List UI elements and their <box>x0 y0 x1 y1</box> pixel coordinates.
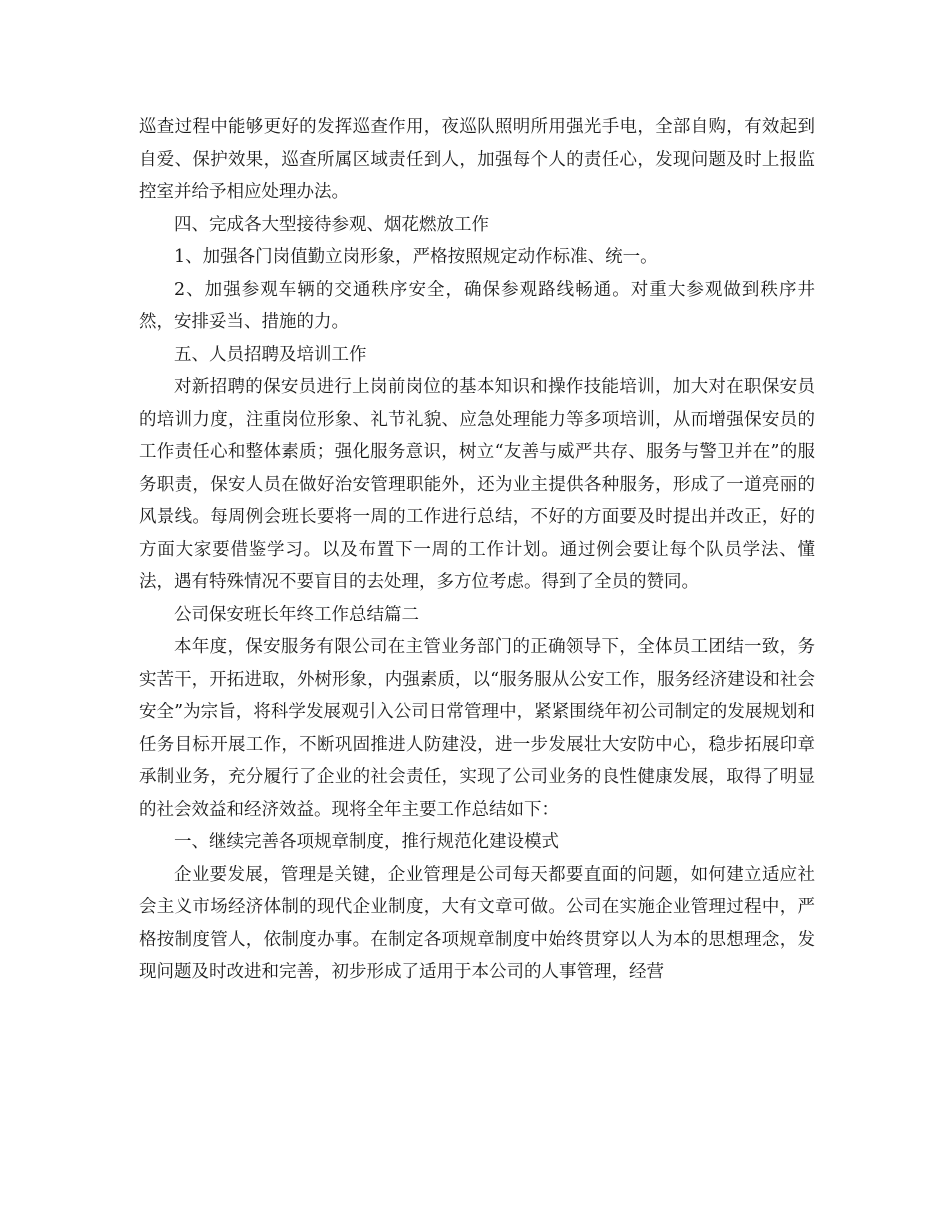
paragraph-item-1: 1、加强各门岗值勤立岗形象，严格按照规定动作标准、统一。 <box>174 247 658 267</box>
paragraph-training: 对新招聘的保安员进行上岗前岗位的基本知识和操作技能培训，加大对在职保安员的培训力度，注重岗位形象、礼节礼貌、应急处理能力等多项培训，从而增强保安员的工作责任心和整体素质；强化服务意识，树立“友善与威严共存、服务与警卫并在”的服务职责，保安人员在做好治安管理职能外，还为业主提供各种服务，形成了一道亮丽的风景线。每周例会班长要将一周的工作进行总结，不好的方面要及时提出并改正，好的方面大家要借鉴学习。以及布置下一周的工作计划。通过例会要让每个队员学法、懂法，遇有特殊情况不要盲目的去处理，多方位考虑。得到了全员的赞同。 <box>139 377 815 592</box>
paragraph-management: 企业要发展，管理是关键，企业管理是公司每天都要直面的问题，如何建立适应社会主义市场经济体制的现代企业制度，大有文章可做。公司在实施企业管理过程中，严格按制度管人，依制度办事。在制定各项规章制度中始终贯穿以人为本的思想理念，发现问题及时改进和完善，初步形成了适用于本公司的人事管理，经营 <box>139 864 815 982</box>
heading-section-4: 四、完成各大型接待参观、烟花燃放工作 <box>174 214 489 235</box>
paragraph-patrol-continuation: 巡查过程中能够更好的发挥巡查作用，夜巡队照明所用强光手电，全部自购，有效起到自爱、保护效果，巡查所属区域责任到人，加强每个人的责任心，发现问题及时上报监控室并给予相应处理办法。 <box>139 117 815 202</box>
heading-section-1: 一、继续完善各项规章制度，推行规范化建设模式 <box>174 832 559 852</box>
paragraph-item-2: 2、加强参观车辆的交通秩序安全，确保参观路线畅通。对重大参观做到秩序井然，安排妥当、措施的力。 <box>139 279 815 332</box>
paragraph-annual-intro: 本年度，保安服务有限公司在主管业务部门的正确领导下，全体员工团结一致，务实苦干，开拓进取，外树形象，内强素质，以“服务服从公安工作，服务经济建设和社会安全”为宗旨，将科学发展观引入公司日常管理中，紧紧围绕年初公司制定的发展规划和任务目标开展工作，不断巩固推进人防建没，进一步发展壮大安防中心，稳步拓展印章承制业务，充分履行了企业的社会责任，实现了公司业务的良性健康发展，取得了明显的社会效益和经济效益。现将全年主要工作总结如下： <box>139 637 815 820</box>
document-body <box>139 111 815 989</box>
heading-section-5: 五、人员招聘及培训工作 <box>174 344 367 365</box>
heading-part-two: 公司保安班长年终工作总结篇二 <box>174 604 419 625</box>
